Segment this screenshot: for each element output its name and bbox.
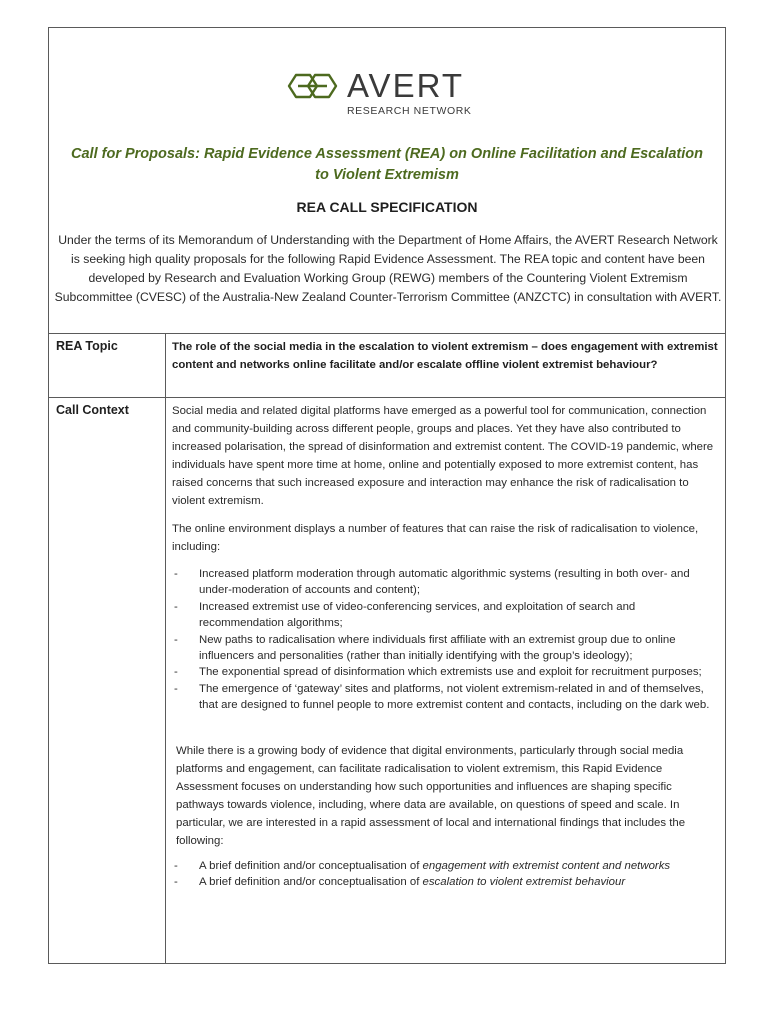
dash-bullet: - (174, 568, 178, 580)
list-item (172, 632, 722, 665)
context-paragraph: The online environment displays a number of features that can raise the risk of radicalisation to violence, including: (172, 523, 699, 553)
list-item (172, 664, 722, 680)
list-item-text: Increased extremist use of video-conferencing services, and exploitation of search and recommendation algorithms; (199, 600, 636, 630)
rea-topic-label: REA Topic (56, 339, 118, 353)
dash-bullet: - (174, 876, 178, 889)
table-column-divider (165, 333, 166, 964)
list-item-text: New paths to radicalisation where individuals first affiliate with an extremist group due to online influencers and personalities (rather than initially identifying with the group’s ideology); (199, 633, 676, 663)
list-item (172, 681, 722, 714)
table-top-border (48, 333, 726, 334)
list-item-text: Increased platform moderation through automatic algorithmic systems (resulting in both over- and under-moderation of accounts and content); (199, 568, 690, 597)
avert-logo (286, 68, 496, 120)
intro-paragraph: Under the terms of its Memorandum of Understanding with the Department of Home Affairs, the AVERT Research Network is seeking high quality proposals for the following Rapid Evidence Assessment. The REA topic and content have been developed by Research and Evaluation Working Group (REWG) members of the Countering Violent Extremism Subcommittee (CVESC) of the Australia-New Zealand Counter-Terrorism Committee (ANZCTC) in consultation with AVERT. (54, 233, 722, 304)
list-item-text: A brief definition and/or conceptualisation of (199, 876, 423, 889)
logo-wordmark: AVERT (347, 67, 464, 104)
dash-bullet: - (174, 633, 178, 646)
list-item-emphasis: engagement with extremist content and networks (422, 859, 671, 872)
spec-heading: REA CALL SPECIFICATION (296, 199, 478, 215)
table-row-divider (48, 397, 726, 398)
features-list (172, 566, 722, 714)
definitions-list (172, 858, 722, 891)
avert-logo-icon (286, 71, 340, 101)
dash-bullet: - (174, 859, 178, 872)
call-title: Call for Proposals: Rapid Evidence Assessment (REA) on Online Facilitation and Escalation to Violent Extremism (71, 146, 703, 183)
list-item-emphasis: escalation to violent extremist behaviour (422, 876, 626, 889)
logo-subtitle: RESEARCH NETWORK (347, 105, 472, 117)
dash-bullet: - (174, 682, 178, 695)
list-item (172, 599, 722, 632)
list-item-text: The emergence of ‘gateway’ sites and platforms, not violent extremism-related in and of themselves, that are designed to funnel people to more extremist content and contacts, including on the dark web. (199, 682, 710, 712)
context-paragraph: Social media and related digital platforms have emerged as a powerful tool for communication, connection and community-building across different people, groups and places. Yet they have also contributed to increased polarisation, the spread of disinformation and extremist content. The COVID-19 pandemic, where individuals have spent more time at home, online and potentially exposed to more extremist content, has raised concerns that such increased exposure and interaction may enhance the risk of radicalisation to violent extremism. (172, 405, 714, 507)
context-paragraph: While there is a growing body of evidence that digital environments, particularly through social media platforms and engagement, can facilitate radicalisation to violent extremism, this Rapid Evidence Assessment focuses on understanding how such opportunities and influences are shaping specific pathways towards violence, including, where data are available, on questions of speed and scale. In particular, we are interested in a rapid assessment of local and international findings that includes the following: (176, 744, 686, 847)
list-item-text: The exponential spread of disinformation which extremists use and exploit for recruitment purposes; (199, 666, 702, 679)
call-context-content (172, 402, 722, 890)
call-context-label: Call Context (56, 403, 129, 417)
dash-bullet: - (174, 666, 178, 679)
list-item (172, 874, 722, 890)
list-item-text: A brief definition and/or conceptualisation of (199, 859, 423, 872)
dash-bullet: - (174, 600, 178, 613)
list-item (172, 858, 722, 874)
rea-topic-text: The role of the social media in the escalation to violent extremism – does engagement with extremist content and networks online facilitate and/or escalate offline violent extremist behaviour? (172, 341, 718, 371)
list-item (172, 566, 722, 599)
